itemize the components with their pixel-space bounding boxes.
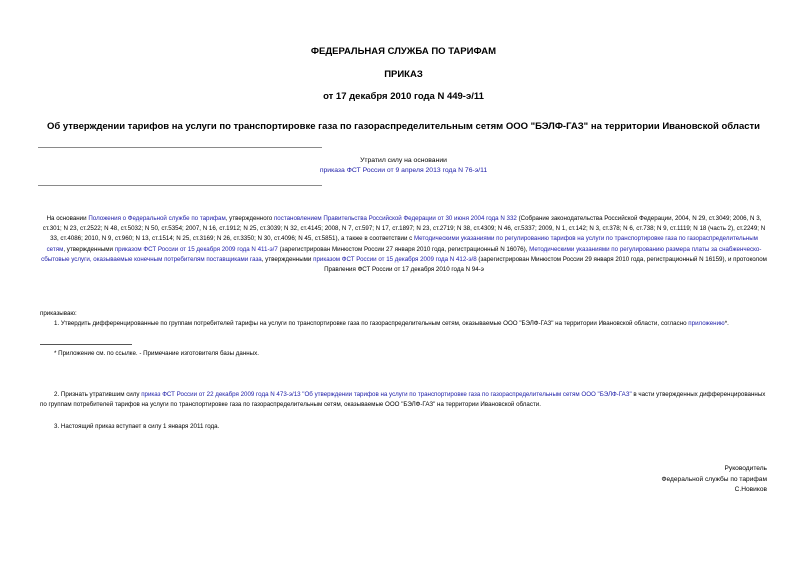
preamble-text: (зарегистрирован Минюстом России 27 января 2010 года, регистрационный N 16076), bbox=[277, 245, 530, 253]
doc-title: Об утверждении тарифов на услуги по транспортировке газа по газораспределительным сетям ООО "БЭЛФ-ГАЗ" на территории Ивановской области bbox=[46, 121, 761, 132]
footnote-separator bbox=[40, 344, 132, 345]
signature-name: С.Новиков bbox=[734, 486, 767, 493]
preamble-text: , утвержденного bbox=[225, 215, 274, 222]
preamble-paragraph bbox=[40, 214, 768, 275]
link-order-411[interactable]: приказом ФСТ России от 15 декабря 2009 года N 411-э/7 bbox=[114, 245, 278, 253]
item-1-tail: *. bbox=[724, 320, 729, 327]
agency-heading: ФЕДЕРАЛЬНАЯ СЛУЖБА ПО ТАРИФАМ bbox=[310, 46, 497, 57]
link-order-473[interactable]: приказ ФСТ России от 22 декабря 2009 года N 473-э/13 "Об утверждении тарифов на услуги по транспортировке газа по газораспределительным сетям ООО "БЭЛФ-ГАЗ" bbox=[141, 391, 632, 398]
signature-organization: Федеральной службы по тарифам bbox=[661, 475, 767, 483]
item-2-tail: в части утвержденных дифференцированных по группам потребителей тарифов на услуги по транспортировке газа по газораспределительным сетям, оказываемые ООО "БЭЛФ-ГАЗ" на территории Ивановской области. bbox=[40, 391, 766, 409]
preamble-text: , утвержденными bbox=[63, 245, 115, 253]
separator-bottom bbox=[38, 185, 322, 186]
signature-block bbox=[662, 464, 768, 496]
doc-date-number: от 17 декабря 2010 года N 449-э/11 bbox=[323, 91, 484, 102]
footnote: * Приложение см. по ссылке. - Примечание изготовителя базы данных. bbox=[54, 350, 259, 357]
link-government-decree[interactable]: постановлением Правительства Российской Федерации от 30 июня 2004 года N 332 bbox=[273, 215, 517, 222]
item-2 bbox=[40, 390, 770, 410]
lost-force-text: Утратил силу на основании bbox=[360, 157, 447, 164]
lost-force-link[interactable]: приказа ФСТ России от 9 апреля 2013 года N 76-э/11 bbox=[319, 167, 488, 174]
item-1-text: 1. Утвердить дифференцированные по группам потребителей тарифы на услуги по транспортировке газа по газораспределительным сетям, оказываемые ООО "БЭЛФ-ГАЗ" на территории Ивановской области, согласно bbox=[54, 320, 689, 327]
doc-type-heading: ПРИКАЗ bbox=[384, 69, 423, 80]
preamble-text: , утвержденными bbox=[261, 255, 314, 263]
link-methodological-guidelines-fees[interactable]: Методическими указаниями по регулированию размера платы за снабженческо-сбытовые услуги, оказываемые конечным потребителям поставщиками газа bbox=[41, 245, 762, 263]
link-methodological-guidelines-tariffs[interactable]: Методическими указаниями по регулированию тарифов на услуги по транспортировке газа по газораспределительным сетям bbox=[46, 235, 758, 253]
signature-position: Руководитель bbox=[724, 465, 767, 472]
item-2-text: 2. Признать утратившим силу bbox=[54, 391, 142, 398]
item-1 bbox=[40, 319, 770, 329]
item-3: 3. Настоящий приказ вступает в силу 1 января 2011 года. bbox=[54, 423, 220, 430]
preamble-text: (зарегистрирован Минюстом России 29 января 2010 года, регистрационный N 16159), и протоколом Правления ФСТ России от 17 декабря 2010 года N 94-э bbox=[324, 255, 767, 274]
preamble-text: На основании bbox=[46, 215, 89, 222]
link-order-412[interactable]: приказом ФСТ России от 15 декабря 2009 года N 412-э/8 bbox=[313, 255, 477, 263]
link-fst-regulation[interactable]: Положения о Федеральной службе по тарифам bbox=[88, 215, 226, 222]
link-appendix[interactable]: приложению bbox=[688, 320, 725, 327]
separator-top bbox=[38, 147, 322, 148]
lost-force-note bbox=[0, 156, 807, 176]
orders-word: приказываю: bbox=[40, 310, 77, 317]
preamble-text: (Собрание законодательства Российской Федерации, 2004, N 29, ст.3049; 2006, N 3, ст.301; N 23, ст.2522; N 48, ст.5032; N 50, ст.5354; 2007, N 16, ст.1912; N 25, ст.3039; N 32, ст.4145; 2008, N 7, ст.597; N 17, ст.1897; N 23, ст.2719; N 38, ст.4309; N 46, ст.5337; 2009, N 1, ст.142; N 3, ст.378; N 6, ст.738; N 9, ст.1119; N 18 (часть 2), ст.2249; N 33, ст.4086; 2010, N 9, ст.960; N 13, ст.1514; N 25, ст.3169; N 26, ст.3350; N 30, ст.4096; N 45, ст.5851), а также в соответствии с bbox=[42, 215, 766, 243]
